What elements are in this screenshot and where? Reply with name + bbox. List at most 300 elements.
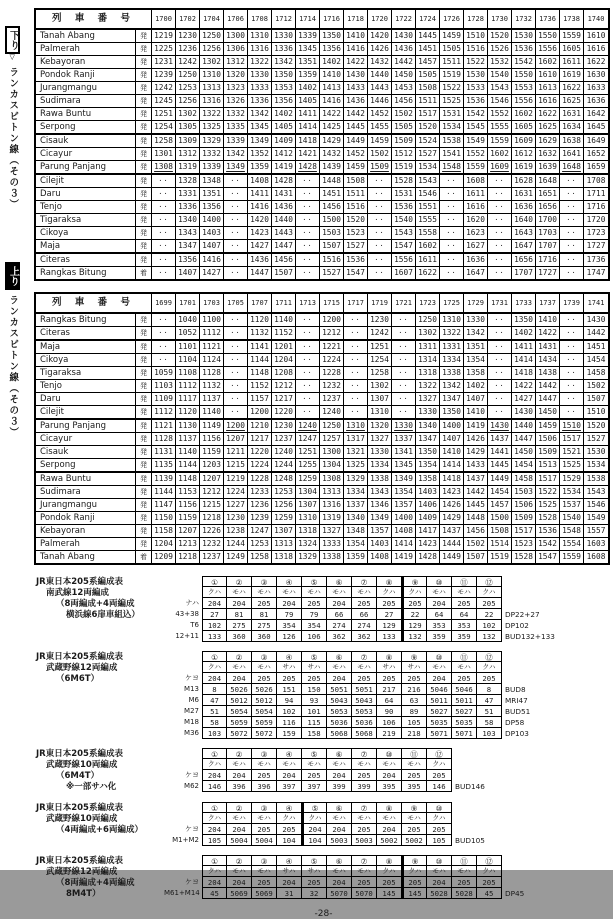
car-series: 204 bbox=[202, 673, 227, 684]
time-cell: 1407 bbox=[440, 433, 464, 445]
car-number-badge: ⑤ bbox=[302, 651, 327, 662]
time-cell: 1437 bbox=[488, 433, 512, 445]
station-row bbox=[36, 148, 608, 161]
time-cell: 1611 bbox=[416, 254, 440, 266]
time-cell: 1426 bbox=[464, 433, 488, 445]
time-cell: 1556 bbox=[392, 254, 416, 266]
page-content bbox=[34, 0, 613, 919]
time-cell: 1207 bbox=[200, 473, 224, 485]
time-cell: 1559 bbox=[488, 135, 512, 147]
car-type: モハ bbox=[327, 662, 352, 673]
time-cell: 1137 bbox=[200, 393, 224, 405]
time-cell: ·· bbox=[440, 214, 464, 226]
time-cell: 1451 bbox=[586, 342, 606, 351]
time-cell: ·· bbox=[488, 267, 512, 279]
car-number-value: 64 bbox=[377, 695, 402, 706]
time-cell: 1334 bbox=[440, 354, 464, 366]
time-cell: 1428 bbox=[416, 551, 440, 563]
time-cell: 1450 bbox=[392, 69, 416, 81]
car-number-value: 32 bbox=[302, 888, 327, 899]
composition-titles bbox=[34, 651, 164, 685]
time-cell: 1543 bbox=[392, 227, 416, 239]
station-row bbox=[36, 267, 608, 279]
car-series: 205 bbox=[402, 877, 427, 888]
set-label: M13 bbox=[184, 685, 199, 693]
time-cell: 1419 bbox=[464, 420, 488, 432]
train-number: 1713 bbox=[296, 294, 320, 312]
car-number-value: 158 bbox=[302, 728, 327, 739]
time-cell: 1437 bbox=[440, 525, 464, 537]
time-cell: 1233 bbox=[248, 486, 272, 498]
time-cell: 1148 bbox=[176, 473, 200, 485]
stop-marker: 発 bbox=[136, 538, 152, 550]
time-cell: 1320 bbox=[224, 69, 248, 81]
time-cell: 1541 bbox=[440, 148, 464, 160]
time-cell: 1300 bbox=[320, 446, 344, 458]
time-cell: 1551 bbox=[416, 201, 440, 213]
station-row bbox=[36, 367, 608, 380]
time-cell: 1447 bbox=[272, 240, 296, 252]
time-cell: ·· bbox=[368, 214, 392, 226]
time-cell: 1334 bbox=[344, 486, 368, 498]
station-row bbox=[36, 486, 608, 499]
time-cell: 1430 bbox=[344, 69, 368, 81]
time-cell: ·· bbox=[560, 227, 584, 239]
time-cell: 1248 bbox=[272, 473, 296, 485]
time-cell: 1422 bbox=[536, 327, 560, 339]
time-cell: 1329 bbox=[200, 135, 224, 147]
station-name: Tenjo bbox=[36, 201, 136, 213]
time-cell: 1502 bbox=[392, 108, 416, 120]
time-cell: 1716 bbox=[536, 254, 560, 266]
composition-title-line: （4両編成+6両編成） bbox=[56, 825, 143, 835]
time-cell: 1454 bbox=[488, 486, 512, 498]
car-number-value: 132 bbox=[402, 631, 427, 642]
car-type: クハ bbox=[202, 587, 227, 598]
time-cell: 1559 bbox=[464, 161, 488, 173]
composition-table bbox=[34, 748, 613, 793]
car-type: モハ bbox=[427, 662, 452, 673]
time-cell: 1443 bbox=[368, 82, 392, 94]
car-number-badge: ⑩ bbox=[427, 855, 452, 866]
time-cell: 1432 bbox=[320, 148, 344, 160]
car-series: 205 bbox=[452, 673, 477, 684]
train-number: 1704 bbox=[200, 10, 224, 28]
time-cell: 1647 bbox=[464, 267, 488, 279]
car-number-badge: ① bbox=[202, 651, 227, 662]
time-cell: 1334 bbox=[368, 459, 392, 471]
car-series: 204 bbox=[227, 598, 252, 609]
row-label bbox=[164, 802, 202, 813]
time-cell: 1426 bbox=[440, 499, 464, 511]
time-cell: 1332 bbox=[200, 148, 224, 160]
train-number: 1707 bbox=[248, 294, 272, 312]
stop-marker: 発 bbox=[136, 188, 152, 200]
station-name: Cilejit bbox=[36, 406, 136, 418]
stop-marker: 発 bbox=[136, 380, 152, 392]
time-cell: 1408 bbox=[248, 175, 272, 187]
composition-table bbox=[34, 855, 613, 900]
car-number-value: 274 bbox=[327, 620, 352, 631]
time-cell: 1647 bbox=[512, 240, 536, 252]
formation-note: DP102 bbox=[505, 621, 529, 630]
composition-row bbox=[164, 781, 485, 792]
up-timetable bbox=[34, 292, 610, 565]
car-number-value: 101 bbox=[302, 706, 327, 717]
time-cell: 1104 bbox=[176, 354, 200, 366]
time-cell: 1220 bbox=[248, 446, 272, 458]
time-cell: 1152 bbox=[272, 327, 296, 339]
time-cell: 1327 bbox=[320, 525, 344, 537]
car-series: 205 bbox=[252, 673, 277, 684]
car-number-value: 151 bbox=[277, 684, 302, 695]
station-name: Cicayur bbox=[36, 148, 136, 160]
car-number-value: 5003 bbox=[352, 835, 377, 846]
time-cell: 1239 bbox=[248, 512, 272, 524]
car-number-badge: ⑤ bbox=[302, 855, 327, 866]
car-series: 204 bbox=[277, 770, 302, 781]
time-cell: 1430 bbox=[512, 406, 536, 418]
time-cell: 1436 bbox=[272, 201, 296, 213]
time-cell: ·· bbox=[560, 240, 584, 252]
car-number-badge: ⑩ bbox=[427, 802, 452, 813]
time-cell: 1132 bbox=[248, 327, 272, 339]
car-number-value: 397 bbox=[302, 781, 327, 792]
car-number-badge: ① bbox=[202, 802, 227, 813]
time-cell: 1420 bbox=[368, 30, 392, 42]
car-series: 204 bbox=[327, 877, 352, 888]
composition-row bbox=[164, 748, 485, 759]
time-cell: 1430 bbox=[392, 30, 416, 42]
car-number-value: 5046 bbox=[427, 684, 452, 695]
time-cell: 1358 bbox=[464, 367, 488, 379]
time-cell: ·· bbox=[368, 240, 392, 252]
train-number: 1720 bbox=[368, 10, 392, 28]
time-cell: 1400 bbox=[200, 214, 224, 226]
time-cell: ·· bbox=[296, 214, 320, 226]
time-cell: 1209 bbox=[152, 551, 176, 563]
train-number: 1712 bbox=[272, 10, 296, 28]
time-cell: ·· bbox=[440, 201, 464, 213]
time-cell: 1330 bbox=[416, 406, 440, 418]
time-cell: ·· bbox=[488, 393, 512, 405]
time-cell: 1513 bbox=[536, 459, 560, 471]
station-name: Cisauk bbox=[36, 446, 136, 458]
time-cell: ·· bbox=[560, 314, 584, 326]
stop-marker: 発 bbox=[136, 406, 152, 418]
station-row bbox=[36, 551, 608, 563]
time-cell: 1331 bbox=[176, 188, 200, 200]
time-cell: 1213 bbox=[176, 538, 200, 550]
time-cell: 1256 bbox=[200, 43, 224, 55]
time-cell: 1450 bbox=[536, 406, 560, 418]
time-cell: 1410 bbox=[344, 30, 368, 42]
time-cell: ·· bbox=[344, 406, 368, 418]
time-cell: 1453 bbox=[392, 82, 416, 94]
time-cell: 1416 bbox=[248, 201, 272, 213]
time-cell: 1253 bbox=[248, 538, 272, 550]
car-number-value: 51 bbox=[202, 706, 227, 717]
time-cell: 1438 bbox=[536, 367, 560, 379]
station-name: Daru bbox=[36, 393, 136, 405]
car-number-value: 79 bbox=[302, 609, 327, 620]
car-number-value: 275 bbox=[227, 620, 252, 631]
stop-marker: 発 bbox=[136, 161, 152, 173]
car-number-value: 5051 bbox=[327, 684, 352, 695]
time-cell: 1527 bbox=[320, 267, 344, 279]
time-cell: 1324 bbox=[296, 538, 320, 550]
time-cell: 1625 bbox=[536, 121, 560, 133]
time-cell: 1411 bbox=[512, 341, 536, 353]
car-series: 205 bbox=[302, 770, 327, 781]
composition-row bbox=[164, 759, 485, 770]
time-cell: 1323 bbox=[224, 82, 248, 94]
time-cell: 1529 bbox=[560, 473, 584, 485]
car-number-badge: ③ bbox=[252, 576, 277, 587]
time-cell: 1711 bbox=[586, 189, 606, 198]
time-cell: ·· bbox=[224, 214, 248, 226]
time-cell: 1309 bbox=[176, 135, 200, 147]
stop-marker: 発 bbox=[136, 56, 152, 68]
train-number: 1721 bbox=[392, 294, 416, 312]
time-cell: 1225 bbox=[152, 43, 176, 55]
time-cell: 1548 bbox=[560, 525, 584, 537]
car-type: モハ bbox=[327, 866, 352, 877]
time-cell: 1447 bbox=[512, 433, 536, 445]
time-cell: 1636 bbox=[512, 201, 536, 213]
car-series: 205 bbox=[352, 824, 377, 835]
time-cell: 1237 bbox=[320, 393, 344, 405]
time-cell: ·· bbox=[224, 327, 248, 339]
time-cell: 1414 bbox=[512, 354, 536, 366]
row-label bbox=[164, 576, 202, 587]
car-number-badge: ⑨ bbox=[402, 651, 427, 662]
time-cell: 1449 bbox=[440, 551, 464, 563]
car-number-badge: ④ bbox=[277, 855, 302, 866]
time-cell: 1219 bbox=[152, 30, 176, 42]
car-number-badge: ⑫ bbox=[477, 651, 502, 662]
time-cell: ·· bbox=[296, 201, 320, 213]
time-cell: ·· bbox=[296, 327, 320, 339]
station-row bbox=[36, 314, 608, 327]
car-number-value: 5071 bbox=[452, 728, 477, 739]
time-cell: 1534 bbox=[586, 460, 606, 469]
time-cell: ·· bbox=[152, 314, 176, 326]
time-cell: 1218 bbox=[176, 551, 200, 563]
time-cell: 1330 bbox=[248, 69, 272, 81]
stop-marker: 発 bbox=[136, 30, 152, 42]
car-type: モハ bbox=[227, 813, 252, 824]
depot-label: ケヨ bbox=[185, 878, 199, 886]
time-cell: 1512 bbox=[392, 148, 416, 160]
car-number-badge: ⑪ bbox=[452, 855, 477, 866]
car-number-value: 81 bbox=[252, 609, 277, 620]
car-type: モハ bbox=[252, 587, 277, 598]
time-cell: 1429 bbox=[464, 446, 488, 458]
station-row bbox=[36, 354, 608, 367]
time-cell: 1204 bbox=[272, 354, 296, 366]
car-series: 205 bbox=[452, 877, 477, 888]
car-number-value: 274 bbox=[352, 620, 377, 631]
car-number-value: 104 bbox=[302, 835, 327, 846]
time-cell: 1609 bbox=[512, 135, 536, 147]
train-number: 1701 bbox=[176, 294, 200, 312]
time-cell: ·· bbox=[488, 254, 512, 266]
composition-grid bbox=[164, 748, 485, 792]
time-cell: 1508 bbox=[488, 525, 512, 537]
time-cell: ·· bbox=[296, 188, 320, 200]
car-number-value: 90 bbox=[377, 706, 402, 717]
composition-row bbox=[164, 620, 555, 631]
time-cell: 1121 bbox=[152, 420, 176, 432]
time-cell: 1358 bbox=[416, 473, 440, 485]
time-cell: 1347 bbox=[416, 433, 440, 445]
time-cell: 1217 bbox=[272, 393, 296, 405]
car-type: クハ bbox=[477, 587, 502, 598]
car-number-value: 106 bbox=[377, 717, 402, 728]
time-cell: 1611 bbox=[464, 188, 488, 200]
car-number-value: 5002 bbox=[377, 835, 402, 846]
time-cell: 1607 bbox=[392, 267, 416, 279]
time-cell: ·· bbox=[152, 240, 176, 252]
time-cell: ·· bbox=[224, 354, 248, 366]
time-cell: ·· bbox=[392, 380, 416, 392]
station-name: Cikoya bbox=[36, 354, 136, 366]
time-cell: 1410 bbox=[536, 314, 560, 326]
time-cell: ·· bbox=[488, 201, 512, 213]
time-cell: 1651 bbox=[536, 188, 560, 200]
time-cell: 1622 bbox=[536, 108, 560, 120]
car-number-value: 359 bbox=[427, 631, 452, 642]
time-cell: 1418 bbox=[296, 135, 320, 147]
set-label: M6 bbox=[188, 696, 199, 704]
time-cell: 1242 bbox=[176, 56, 200, 68]
time-cell: ·· bbox=[152, 267, 176, 279]
time-cell: 1259 bbox=[272, 512, 296, 524]
car-number-badge: ① bbox=[202, 576, 227, 587]
time-cell: 1451 bbox=[416, 43, 440, 55]
time-cell: 1430 bbox=[488, 420, 512, 432]
time-cell: 1327 bbox=[368, 433, 392, 445]
car-number-value: 105 bbox=[202, 835, 227, 846]
time-cell: 1456 bbox=[464, 525, 488, 537]
time-cell: ·· bbox=[488, 367, 512, 379]
time-cell: ·· bbox=[224, 188, 248, 200]
station-row bbox=[36, 459, 608, 473]
car-number-value: 360 bbox=[227, 631, 252, 642]
car-series: 204 bbox=[202, 824, 227, 835]
time-cell: 1537 bbox=[560, 499, 584, 511]
time-cell: ·· bbox=[440, 254, 464, 266]
time-cell: 1347 bbox=[176, 240, 200, 252]
time-cell: 1211 bbox=[224, 446, 248, 458]
car-series: 204 bbox=[227, 877, 252, 888]
composition-grid bbox=[164, 576, 555, 642]
station-row bbox=[36, 69, 608, 82]
time-cell: 1402 bbox=[296, 82, 320, 94]
time-cell: 1236 bbox=[248, 499, 272, 511]
time-cell: 1703 bbox=[536, 227, 560, 239]
time-cell: 1312 bbox=[176, 148, 200, 160]
formation-note: DP58 bbox=[505, 718, 525, 727]
time-cell: 1454 bbox=[512, 459, 536, 471]
car-number-badge: ⑤ bbox=[302, 802, 327, 813]
time-cell: 1419 bbox=[272, 161, 296, 173]
car-series: 205 bbox=[477, 598, 502, 609]
time-cell: 1224 bbox=[248, 459, 272, 471]
time-cell: 1200 bbox=[248, 406, 272, 418]
time-cell: 1627 bbox=[464, 240, 488, 252]
car-number-value: 102 bbox=[477, 620, 502, 631]
time-cell: 1454 bbox=[586, 355, 606, 364]
time-cell: 1215 bbox=[224, 459, 248, 471]
time-cell: 1312 bbox=[224, 56, 248, 68]
time-cell: 1549 bbox=[464, 135, 488, 147]
stop-marker: 発 bbox=[136, 512, 152, 524]
station-name: Cilejit bbox=[36, 175, 136, 187]
car-series: 205 bbox=[402, 770, 427, 781]
station-name: Jurangmangu bbox=[36, 82, 136, 94]
time-cell: 1430 bbox=[586, 315, 606, 324]
time-cell: 1510 bbox=[560, 420, 584, 432]
time-cell: 1553 bbox=[512, 82, 536, 94]
time-cell: 1445 bbox=[344, 121, 368, 133]
time-cell: 1507 bbox=[272, 267, 296, 279]
car-number-badge: ⑥ bbox=[327, 576, 352, 587]
time-cell: 1350 bbox=[320, 30, 344, 42]
station-name: Cikoya bbox=[36, 227, 136, 239]
time-cell: ·· bbox=[440, 175, 464, 187]
time-cell: 1500 bbox=[320, 214, 344, 226]
row-label bbox=[164, 748, 202, 759]
station-name: Maja bbox=[36, 341, 136, 353]
car-type: クハ bbox=[427, 813, 452, 824]
composition-titles bbox=[34, 855, 164, 900]
car-series: 205 bbox=[352, 673, 377, 684]
time-cell: 1336 bbox=[176, 201, 200, 213]
station-name: Serpong bbox=[36, 121, 136, 133]
car-series: 205 bbox=[277, 824, 302, 835]
time-cell: 1330 bbox=[392, 420, 416, 432]
time-cell: 1359 bbox=[344, 551, 368, 563]
car-type: モハ bbox=[352, 662, 377, 673]
car-number-badge: ⑩ bbox=[427, 576, 452, 587]
time-cell: ·· bbox=[560, 214, 584, 226]
composition-row bbox=[164, 598, 555, 609]
time-cell: ·· bbox=[560, 406, 584, 418]
car-series: 205 bbox=[252, 824, 277, 835]
set-label: M61+M14 bbox=[164, 889, 200, 897]
car-number-value: 5028 bbox=[452, 888, 477, 899]
composition-grid bbox=[164, 802, 485, 846]
time-cell: 1250 bbox=[320, 420, 344, 432]
time-cell: 1451 bbox=[320, 188, 344, 200]
train-number: 1724 bbox=[416, 10, 440, 28]
time-cell: 1602 bbox=[512, 108, 536, 120]
time-cell: ·· bbox=[296, 267, 320, 279]
time-cell: 1313 bbox=[320, 486, 344, 498]
train-number-header-label: 列 車 番 号 bbox=[36, 10, 152, 28]
time-cell: 1244 bbox=[224, 538, 248, 550]
time-cell: 1432 bbox=[368, 56, 392, 68]
car-type: モハ bbox=[227, 662, 252, 673]
car-series: 205 bbox=[252, 770, 277, 781]
car-number-value: 133 bbox=[202, 631, 227, 642]
time-cell: 1325 bbox=[200, 121, 224, 133]
time-cell: ·· bbox=[224, 227, 248, 239]
car-number-value: 63 bbox=[402, 695, 427, 706]
time-cell: 1516 bbox=[464, 43, 488, 55]
